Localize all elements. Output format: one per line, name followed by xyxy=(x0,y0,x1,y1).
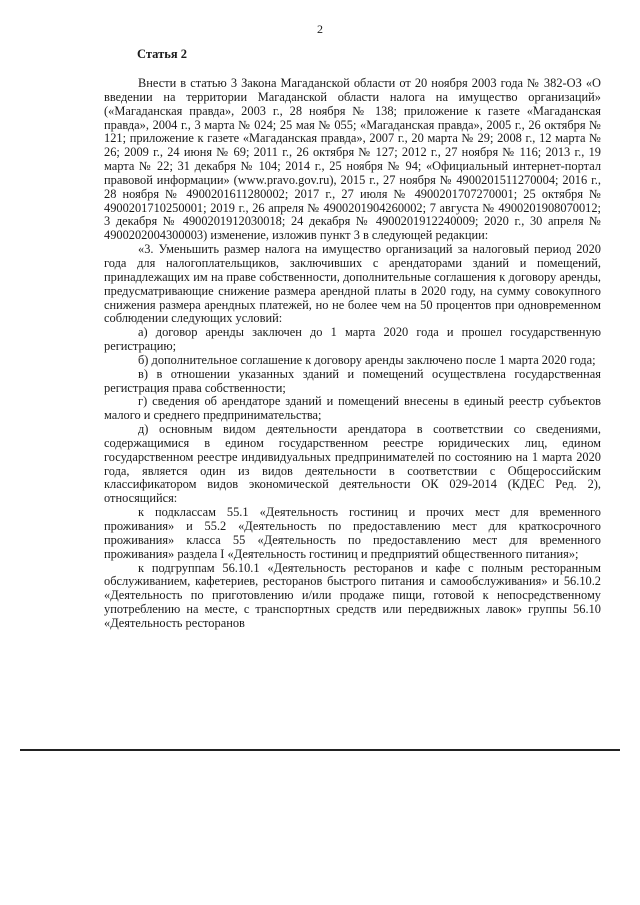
page-number: 2 xyxy=(317,22,323,36)
paragraph-subclasses: к подклассам 55.1 «Деятельность гостиниц и прочих мест для временного проживания» и 55.2 «Деятельность по предоставлению мест для краткосрочного проживания» класса 55 «Деятельность по предоставлению мест для временного проживания» раздела I «Деятельность гостиниц и предприятий общественного питания»; xyxy=(104,505,601,561)
paragraph-item-3: «3. Уменьшить размер налога на имущество организаций за налоговый период 2020 года для налогоплательщиков, заключивших с арендаторами зданий и помещений, принадлежащих им на праве собственности, дополнительные соглашения к договору аренды, предусматривающие снижение размера арендной платы в 2020 году, на сумму совокупного снижения размера арендных платежей, но не более чем на 50 процентов при одновременном соблюдении следующих условий: xyxy=(104,242,601,326)
paragraph-condition-a: а) договор аренды заключен до 1 марта 2020 года и прошел государственную регистрацию; xyxy=(104,325,601,354)
paragraph-intro: Внести в статью 3 Закона Магаданской области от 20 ноября 2003 года № 382-ОЗ «О введении на территории Магаданской области налога на имущество организаций» («Магаданская правда», 2003 г., 28 ноября № 138; приложение к газете «Магаданская правда», 2004 г., 3 марта № 024; 25 мая № 055; «Магаданская правда», 2005 г., 26 октября № 121; приложение к газете «Магаданская правда», 2007 г., 20 марта № 29; 2008 г., 12 марта № 26; 2009 г., 24 июня № 69; 2011 г., 26 октября № 127; 2012 г., 27 ноября № 116; 2013 г., 19 марта № 22; 31 декабря № 104; 2014 г., 25 ноября № 94; «Официальный интернет-портал правовой информации» (www.pravo.gov.ru), 2015 г., 27 ноября № 4900201511270004; 2016 г., 28 ноября № 4900201611280002; 2017 г., 27 июля № 4900201707270001; 25 октября № 4900201710250001; 2019 г., 26 апреля № 4900201904260002; 7 августа № 4900201908070012; 3 декабря № 4900201912030018; 24 декабря № 4900201912240009; 2020 г., 30 апреля № 4900202004300003) изменение, изложив пункт 3 в следующей редакции: xyxy=(104,76,601,243)
paragraph-condition-b: б) дополнительное соглашение к договору аренды заключено после 1 марта 2020 года; xyxy=(138,352,596,367)
paragraph-condition-g: г) сведения об арендаторе зданий и помещений внесены в единый реестр субъектов малого и среднего предпринимательства; xyxy=(104,394,601,423)
document-body xyxy=(104,77,601,631)
article-title: Статья 2 xyxy=(137,47,187,61)
paragraph-condition-v: в) в отношении указанных зданий и помещений осуществлена государственная регистрация права собственности; xyxy=(104,366,601,395)
paragraph-subgroups: к подгруппам 56.10.1 «Деятельность ресторанов и кафе с полным ресторанным обслуживанием, кафетериев, ресторанов быстрого питания и самообслуживания» и 56.10.2 «Деятельность по приготовлению и/или продаже пищи, готовой к непосредственному употреблению на месте, с транспортных средств или передвижных лавок» группы 56.10 «Деятельность ресторанов xyxy=(104,560,601,630)
paragraph-condition-d: д) основным видом деятельности арендатора в соответствии со сведениями, содержащимися в едином государственном реестре юридических лиц, едином государственном реестре индивидуальных предпринимателей по состоянию на 1 марта 2020 года, является один из видов деятельности в соответствии с Общероссийским классификатором видов экономической деятельности ОК 029-2014 (КДЕС Ред. 2), относящийся: xyxy=(104,422,601,506)
page-bottom-rule xyxy=(20,749,620,751)
